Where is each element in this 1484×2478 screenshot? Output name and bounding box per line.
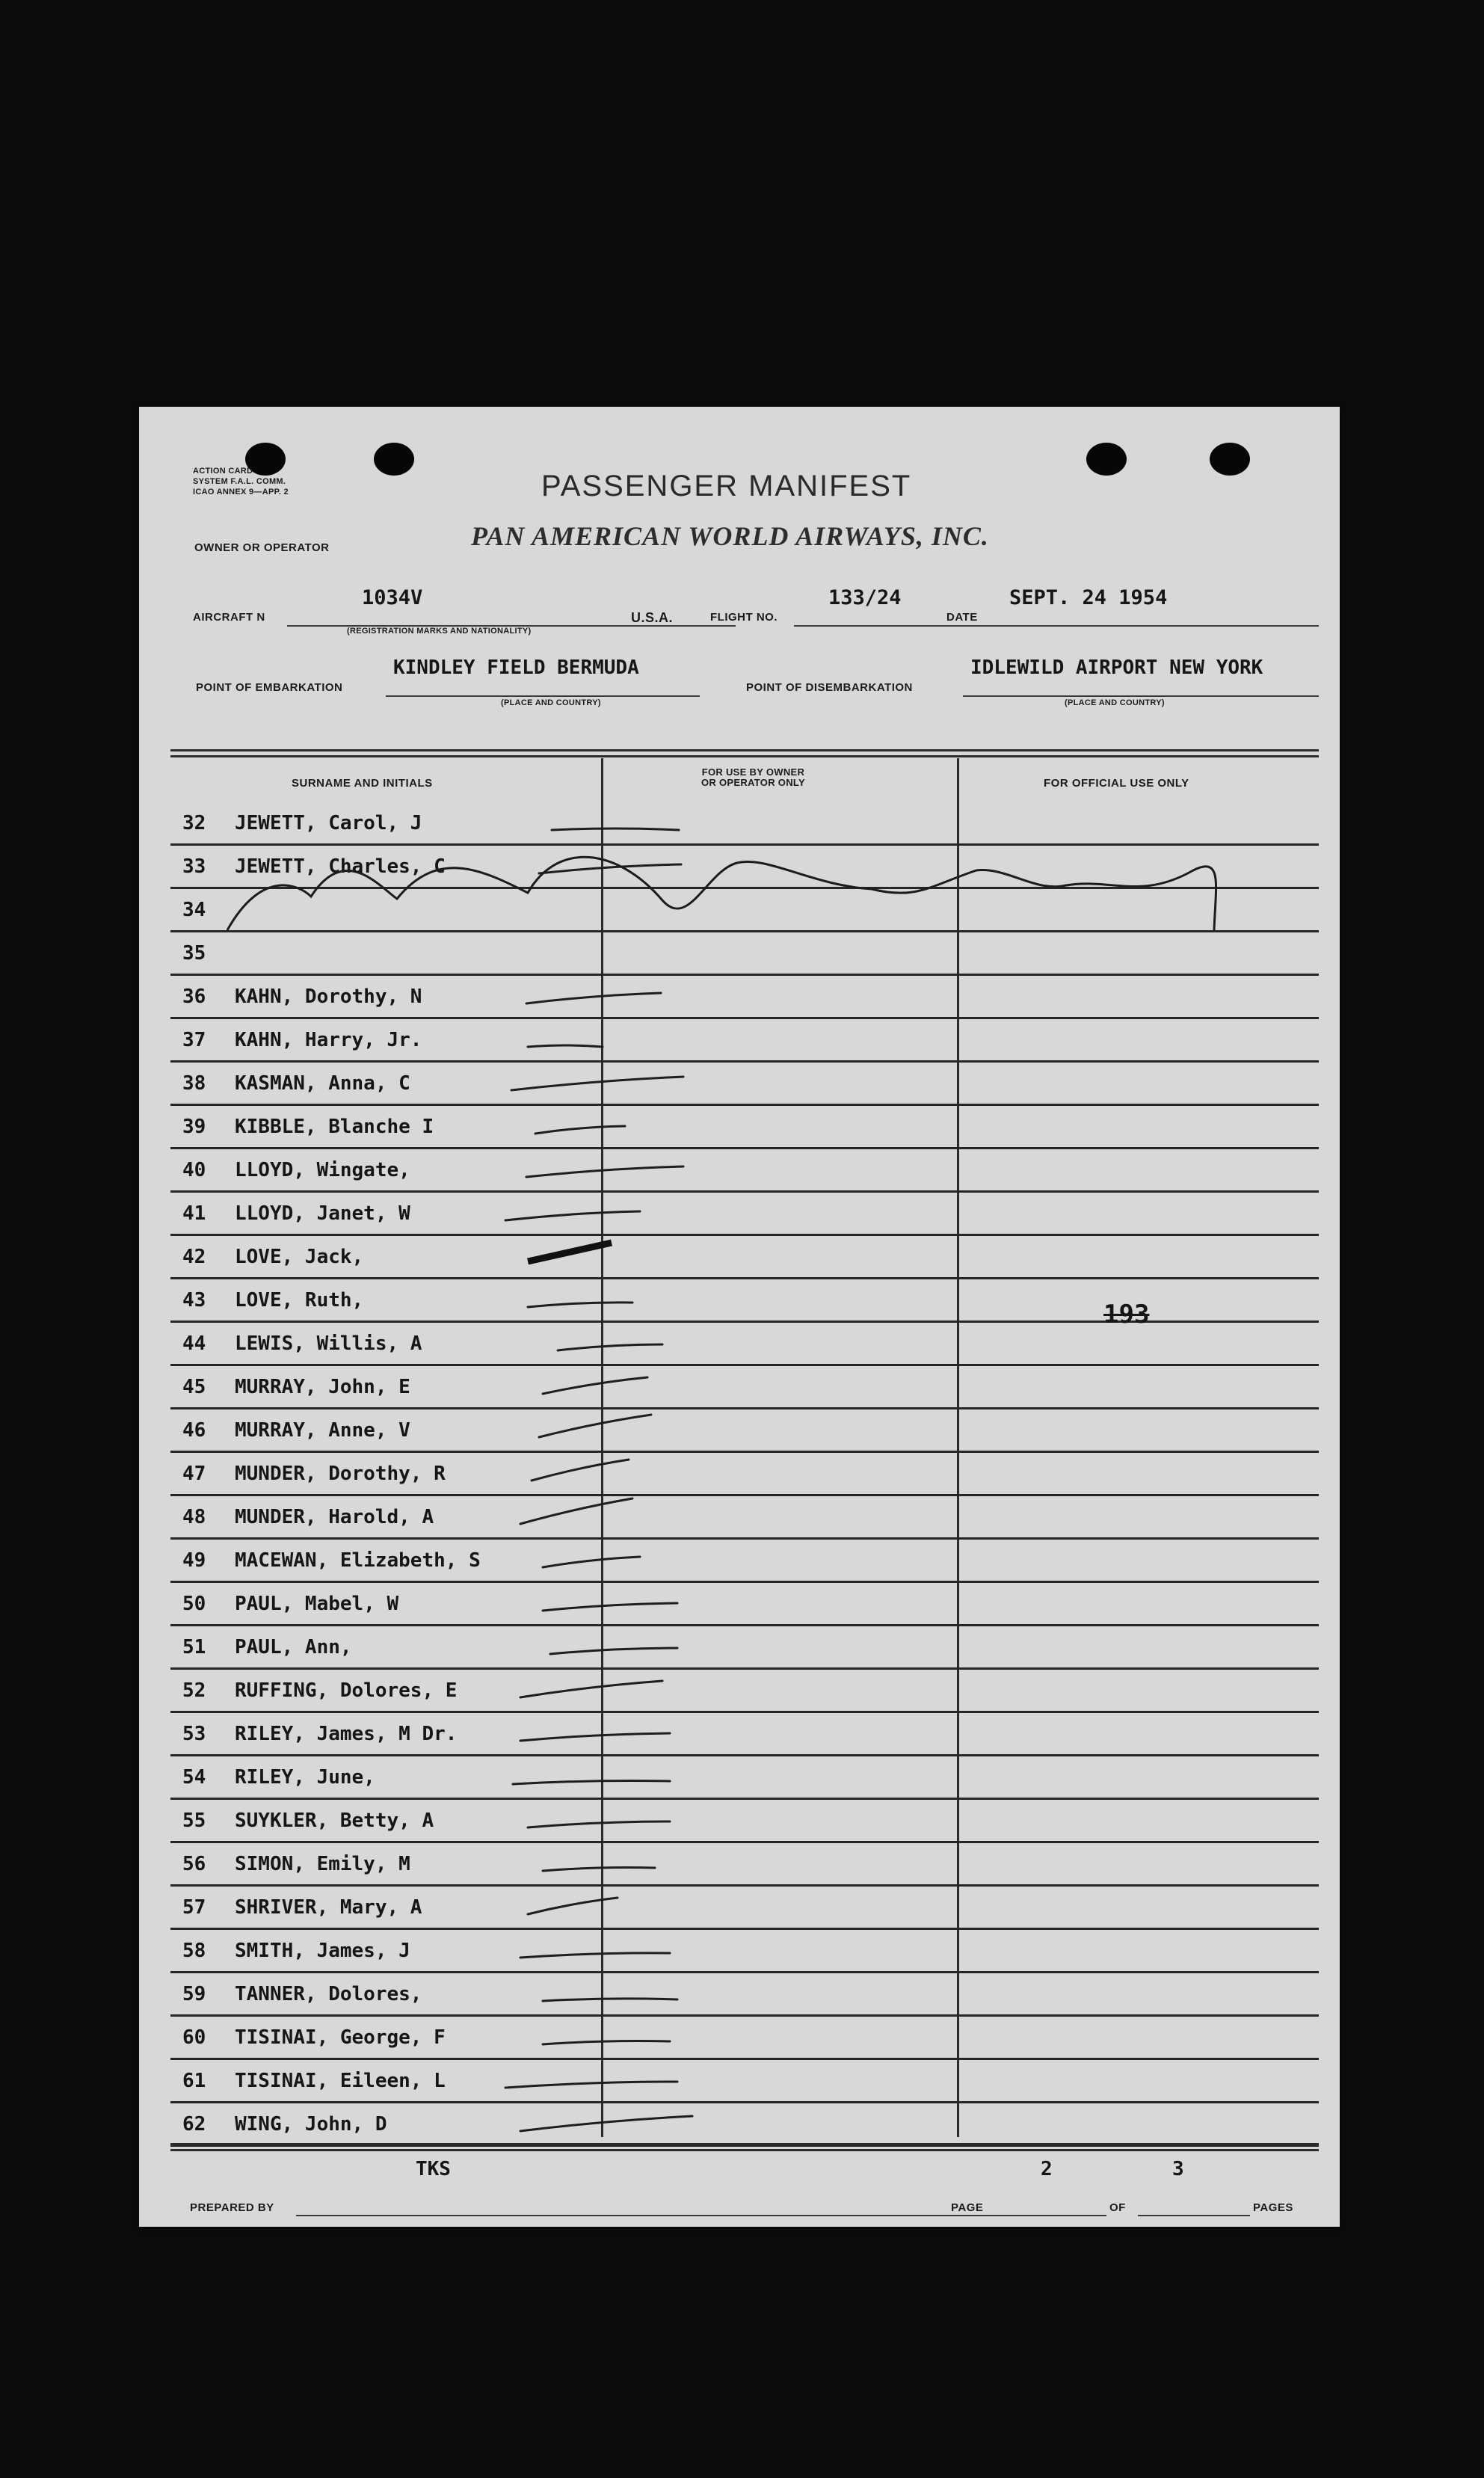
row-number: 51: [182, 1636, 206, 1658]
row-number: 35: [182, 942, 206, 965]
tick-mark: [526, 1166, 683, 1177]
passenger-name: SHRIVER, Mary, A: [235, 1896, 422, 1919]
date-label: DATE: [946, 611, 978, 624]
company-name: PAN AMERICAN WORLD AIRWAYS, INC.: [471, 521, 989, 551]
column-header-owner: FOR USE BY OWNER OR OPERATOR ONLY: [701, 766, 805, 788]
row-number: 37: [182, 1029, 206, 1051]
heavy-tick-mark: [528, 1243, 612, 1261]
passenger-name: LOVE, Jack,: [235, 1246, 364, 1268]
row-number: 34: [182, 899, 206, 921]
row-number: 49: [182, 1549, 206, 1572]
prepared-by-label: PREPARED BY: [190, 2201, 274, 2214]
row-number: 39: [182, 1116, 206, 1138]
passenger-name: MUNDER, Harold, A: [235, 1506, 434, 1528]
nationality: U.S.A.: [631, 610, 674, 625]
passenger-name: KIBBLE, Blanche I: [235, 1116, 434, 1138]
row-number: 41: [182, 1202, 206, 1225]
row-number: 55: [182, 1810, 206, 1832]
row-number: 50: [182, 1593, 206, 1615]
tick-mark: [520, 1733, 670, 1741]
passenger-name: WING, John, D: [235, 2113, 387, 2136]
tick-mark: [513, 1781, 670, 1785]
passenger-name: KASMAN, Anna, C: [235, 1072, 410, 1095]
embarkation-place: KINDLEY FIELD BERMUDA: [393, 657, 639, 679]
flight-date: SEPT. 24 1954: [1009, 586, 1168, 609]
tick-mark: [511, 1077, 683, 1090]
row-number: 48: [182, 1506, 206, 1528]
tick-mark: [528, 1821, 670, 1827]
handwritten-ticks: [139, 407, 1340, 2227]
passenger-name: RUFFING, Dolores, E: [235, 1679, 458, 1702]
of-label: OF: [1109, 2201, 1126, 2214]
passenger-name: LOVE, Ruth,: [235, 1289, 364, 1312]
passenger-name: RILEY, June,: [235, 1766, 375, 1789]
official-stamp-number: 193: [1103, 1300, 1150, 1329]
strikeout-scribble: [227, 857, 1216, 930]
form-code-line: ACTION CARD: [193, 467, 253, 476]
passenger-name: MURRAY, John, E: [235, 1376, 410, 1398]
row-number: 43: [182, 1289, 206, 1312]
row-number: 56: [182, 1853, 206, 1875]
tick-mark: [520, 1681, 662, 1697]
passenger-name: TANNER, Dolores,: [235, 1983, 422, 2005]
embarkation-note: (PLACE AND COUNTRY): [501, 698, 601, 707]
disembarkation-place: IDLEWILD AIRPORT NEW YORK: [970, 657, 1263, 679]
tick-mark: [543, 1557, 640, 1567]
tick-mark: [543, 1999, 677, 2001]
tick-mark: [532, 1460, 629, 1481]
tick-mark: [543, 2041, 670, 2045]
row-number: 60: [182, 2026, 206, 2049]
aircraft-number: 1034V: [362, 586, 423, 609]
row-number: 40: [182, 1159, 206, 1181]
row-number: 53: [182, 1723, 206, 1745]
aircraft-label: AIRCRAFT N: [193, 611, 265, 624]
tick-mark: [520, 2116, 692, 2131]
row-number: 52: [182, 1679, 206, 1702]
passenger-name: MACEWAN, Elizabeth, S: [235, 1549, 481, 1572]
tick-mark: [520, 1498, 632, 1524]
row-number: 42: [182, 1246, 206, 1268]
row-number: 59: [182, 1983, 206, 2005]
embarkation-label: POINT OF EMBARKATION: [196, 681, 343, 694]
row-number: 62: [182, 2113, 206, 2136]
page-number: 2: [1041, 2158, 1053, 2180]
passenger-name: TISINAI, Eileen, L: [235, 2070, 446, 2092]
passenger-name: SUYKLER, Betty, A: [235, 1810, 434, 1832]
passenger-name: PAUL, Mabel, W: [235, 1593, 399, 1615]
tick-mark: [552, 828, 679, 830]
row-number: 54: [182, 1766, 206, 1789]
tick-mark: [528, 1303, 632, 1307]
passenger-name: KAHN, Harry, Jr.: [235, 1029, 422, 1051]
row-number: 33: [182, 855, 206, 878]
row-number: 61: [182, 2070, 206, 2092]
row-number: 58: [182, 1940, 206, 1962]
owner-label: OWNER OR OPERATOR: [194, 541, 330, 554]
tick-mark: [550, 1648, 677, 1654]
page-label: PAGE: [951, 2201, 984, 2214]
passenger-name: TISINAI, George, F: [235, 2026, 446, 2049]
row-number: 36: [182, 986, 206, 1008]
tick-mark: [539, 1415, 651, 1437]
tick-mark: [526, 993, 661, 1003]
passenger-name: SIMON, Emily, M: [235, 1853, 410, 1875]
row-number: 38: [182, 1072, 206, 1095]
flight-number: 133/24: [828, 586, 902, 609]
row-number: 46: [182, 1419, 206, 1442]
column-header-surname: SURNAME AND INITIALS: [292, 777, 433, 790]
passenger-name: MURRAY, Anne, V: [235, 1419, 410, 1442]
row-number: 44: [182, 1332, 206, 1355]
registration-note: (REGISTRATION MARKS AND NATIONALITY): [347, 627, 532, 636]
tick-mark: [528, 1045, 603, 1047]
flight-label: FLIGHT NO.: [710, 611, 778, 624]
form-code-line: ICAO ANNEX 9—APP. 2: [193, 488, 289, 496]
disembarkation-note: (PLACE AND COUNTRY): [1065, 698, 1165, 707]
passenger-name: RILEY, James, M Dr.: [235, 1723, 458, 1745]
form-code-line: SYSTEM F.A.L. COMM.: [193, 477, 286, 486]
tick-mark: [535, 1126, 625, 1134]
row-number: 45: [182, 1376, 206, 1398]
tick-mark: [558, 1344, 662, 1350]
tick-mark: [543, 1868, 655, 1872]
disembarkation-label: POINT OF DISEMBARKATION: [746, 681, 913, 694]
column-header-official: FOR OFFICIAL USE ONLY: [1044, 777, 1189, 790]
row-number: 47: [182, 1463, 206, 1485]
passenger-name: LLOYD, Wingate,: [235, 1159, 410, 1181]
passenger-name: MUNDER, Dorothy, R: [235, 1463, 446, 1485]
tick-mark: [539, 864, 681, 873]
passenger-name: JEWETT, Carol, J: [235, 812, 422, 834]
passenger-name: PAUL, Ann,: [235, 1636, 352, 1658]
manifest-sheet: [139, 407, 1340, 2227]
tick-mark: [505, 2082, 677, 2088]
row-number: 57: [182, 1896, 206, 1919]
tick-mark: [543, 1603, 677, 1611]
passenger-name: JEWETT, Charles, C: [235, 855, 446, 878]
pages-label: PAGES: [1253, 2201, 1293, 2214]
tick-mark: [528, 1898, 618, 1914]
prepared-by-value: TKS: [416, 2158, 451, 2180]
tick-mark: [543, 1377, 647, 1394]
row-number: 32: [182, 812, 206, 834]
tick-mark: [505, 1211, 640, 1220]
tick-mark: [520, 1953, 670, 1958]
passenger-name: SMITH, James, J: [235, 1940, 410, 1962]
passenger-name: LEWIS, Willis, A: [235, 1332, 422, 1355]
page-title: PASSENGER MANIFEST: [541, 470, 912, 502]
passenger-name: LLOYD, Janet, W: [235, 1202, 410, 1225]
passenger-name: KAHN, Dorothy, N: [235, 986, 422, 1008]
total-pages: 3: [1172, 2158, 1184, 2180]
